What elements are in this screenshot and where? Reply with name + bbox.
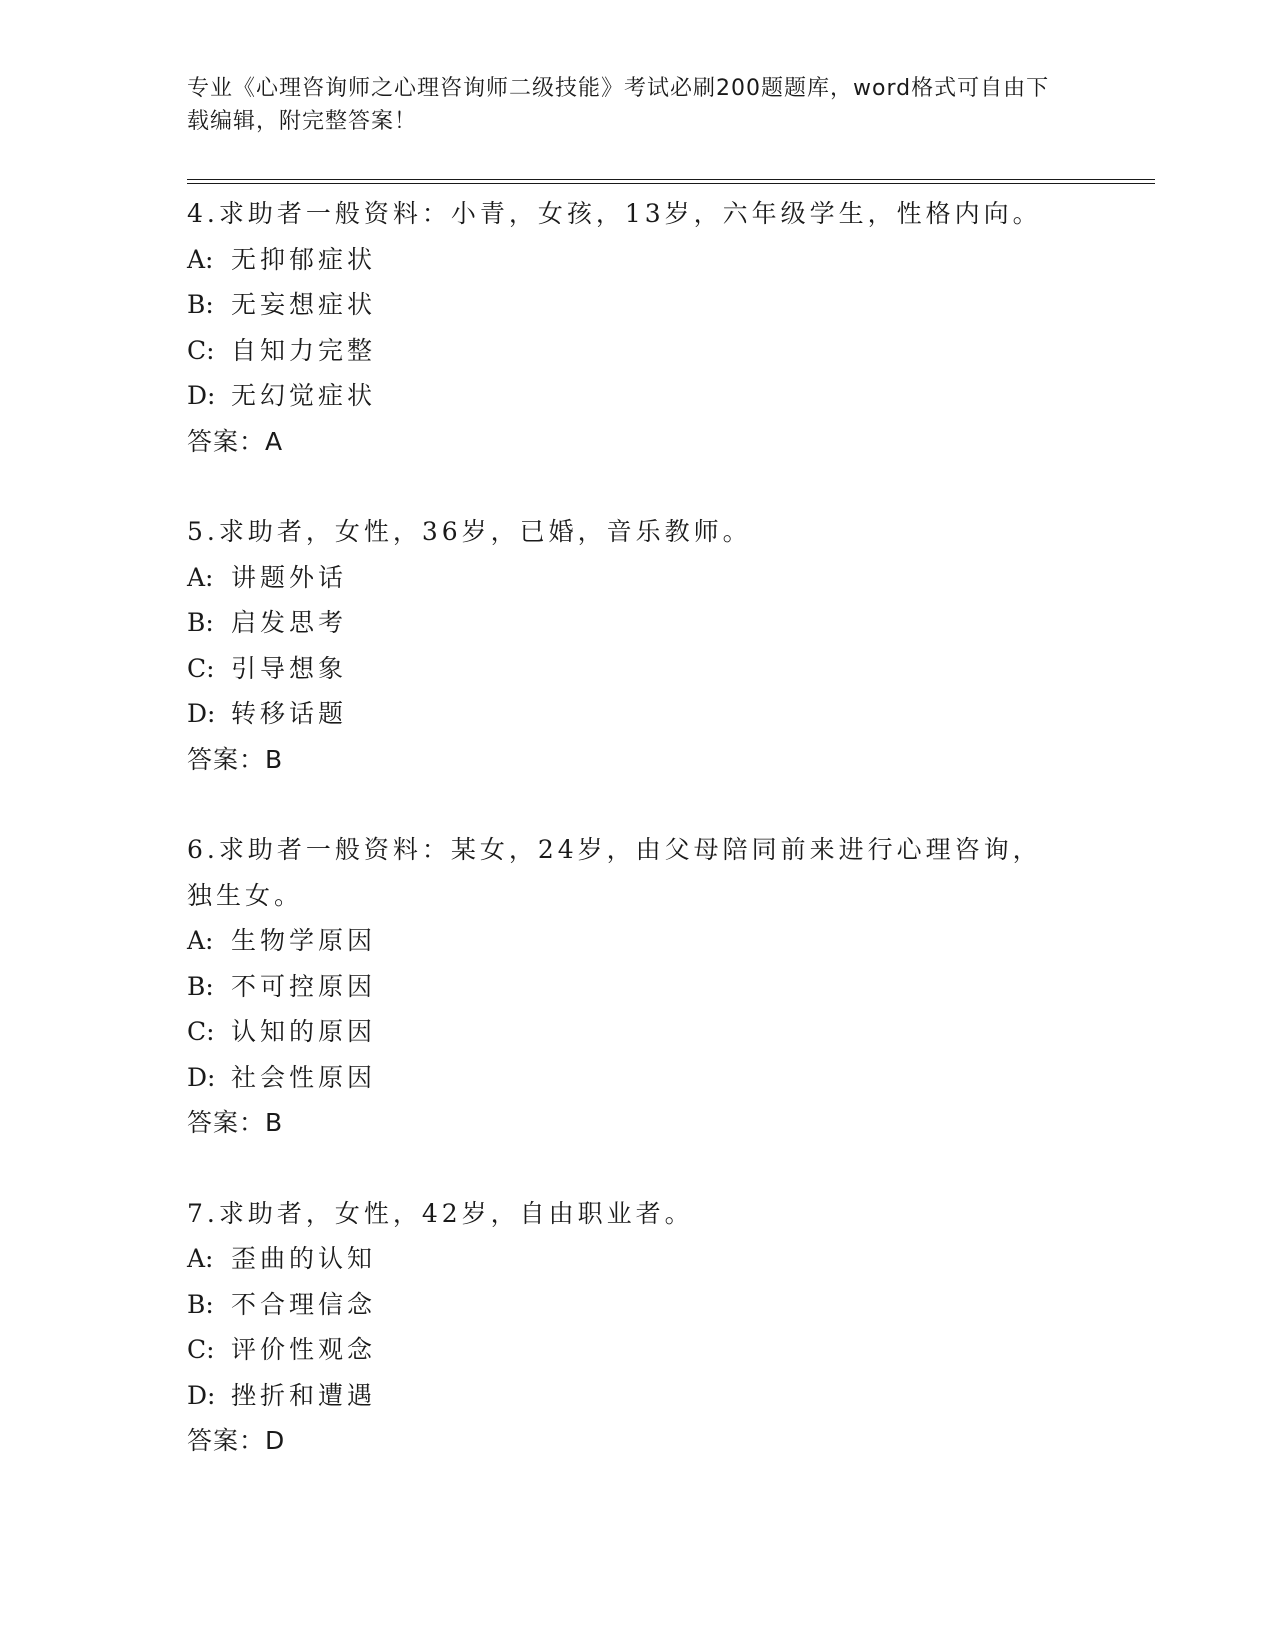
option-key: B: [187,971,214,1001]
question-6 [187,827,1087,1146]
answer-line: 答案：D [187,1426,286,1455]
option-text: 无妄想症状 [231,290,377,319]
option-text: 不可控原因 [231,971,377,1001]
option-b [187,1282,1087,1328]
option-d [187,1055,1087,1101]
option-text: 无幻觉症状 [231,381,377,410]
option-key: B: [187,290,214,319]
option-text: 挫折和遭遇 [231,1380,377,1410]
option-b [187,282,1087,328]
question-5 [187,509,1087,782]
option-key: A: [187,244,214,274]
question-7 [187,1191,1087,1464]
option-key: D: [187,381,216,410]
option-a [187,918,1087,964]
answer-line: 答案：B [187,744,284,774]
question-list [187,191,1087,1509]
option-key: C: [187,335,215,365]
question-stem: 6.求助者一般资料：某女，24岁，由父母陪同前来进行心理咨询，独生女。 [187,835,1042,910]
option-b [187,600,1087,646]
option-a [187,555,1087,601]
option-d [187,373,1087,419]
option-key: C: [187,653,215,683]
question-stem: 5.求助者，女性，36岁，已婚，音乐教师。 [187,517,752,546]
answer-line: 答案：A [187,426,284,456]
option-text: 讲题外话 [231,562,348,592]
option-text: 生物学原因 [231,926,377,955]
option-text: 歪曲的认知 [231,1244,377,1273]
option-text: 认知的原因 [231,1017,377,1046]
option-text: 评价性观念 [231,1335,377,1364]
option-key: A: [187,1244,214,1273]
option-key: A: [187,562,214,592]
option-c [187,328,1087,374]
option-c [187,646,1087,692]
option-key: D: [187,1062,216,1092]
document-header: 专业《心理咨询师之心理咨询师二级技能》考试必刷200题题库，word格式可自由下载编辑，附完整答案！ [187,76,1050,134]
option-key: C: [187,1335,215,1364]
option-c [187,1327,1087,1373]
option-a [187,1236,1087,1282]
answer-line: 答案：B [187,1108,284,1137]
header-rule-bottom [187,183,1155,184]
question-stem: 7.求助者，女性，42岁，自由职业者。 [187,1198,694,1228]
header-rule-top [187,179,1155,180]
question-4 [187,191,1087,464]
option-key: D: [187,1380,216,1410]
option-b [187,964,1087,1010]
option-text: 不合理信念 [231,1289,377,1319]
option-text: 引导想象 [231,653,348,683]
option-key: B: [187,1289,214,1319]
option-c [187,1009,1087,1055]
question-stem: 4.求助者一般资料：小青，女孩，13岁，六年级学生，性格内向。 [187,199,1042,228]
option-text: 无抑郁症状 [231,244,377,274]
option-text: 社会性原因 [231,1062,377,1092]
option-text: 启发思考 [231,608,348,637]
option-key: B: [187,608,214,637]
option-text: 自知力完整 [231,335,377,365]
option-key: C: [187,1017,215,1046]
option-d [187,691,1087,737]
option-text: 转移话题 [231,699,348,728]
option-key: D: [187,699,216,728]
option-key: A: [187,926,214,955]
option-d [187,1373,1087,1419]
option-a [187,237,1087,283]
